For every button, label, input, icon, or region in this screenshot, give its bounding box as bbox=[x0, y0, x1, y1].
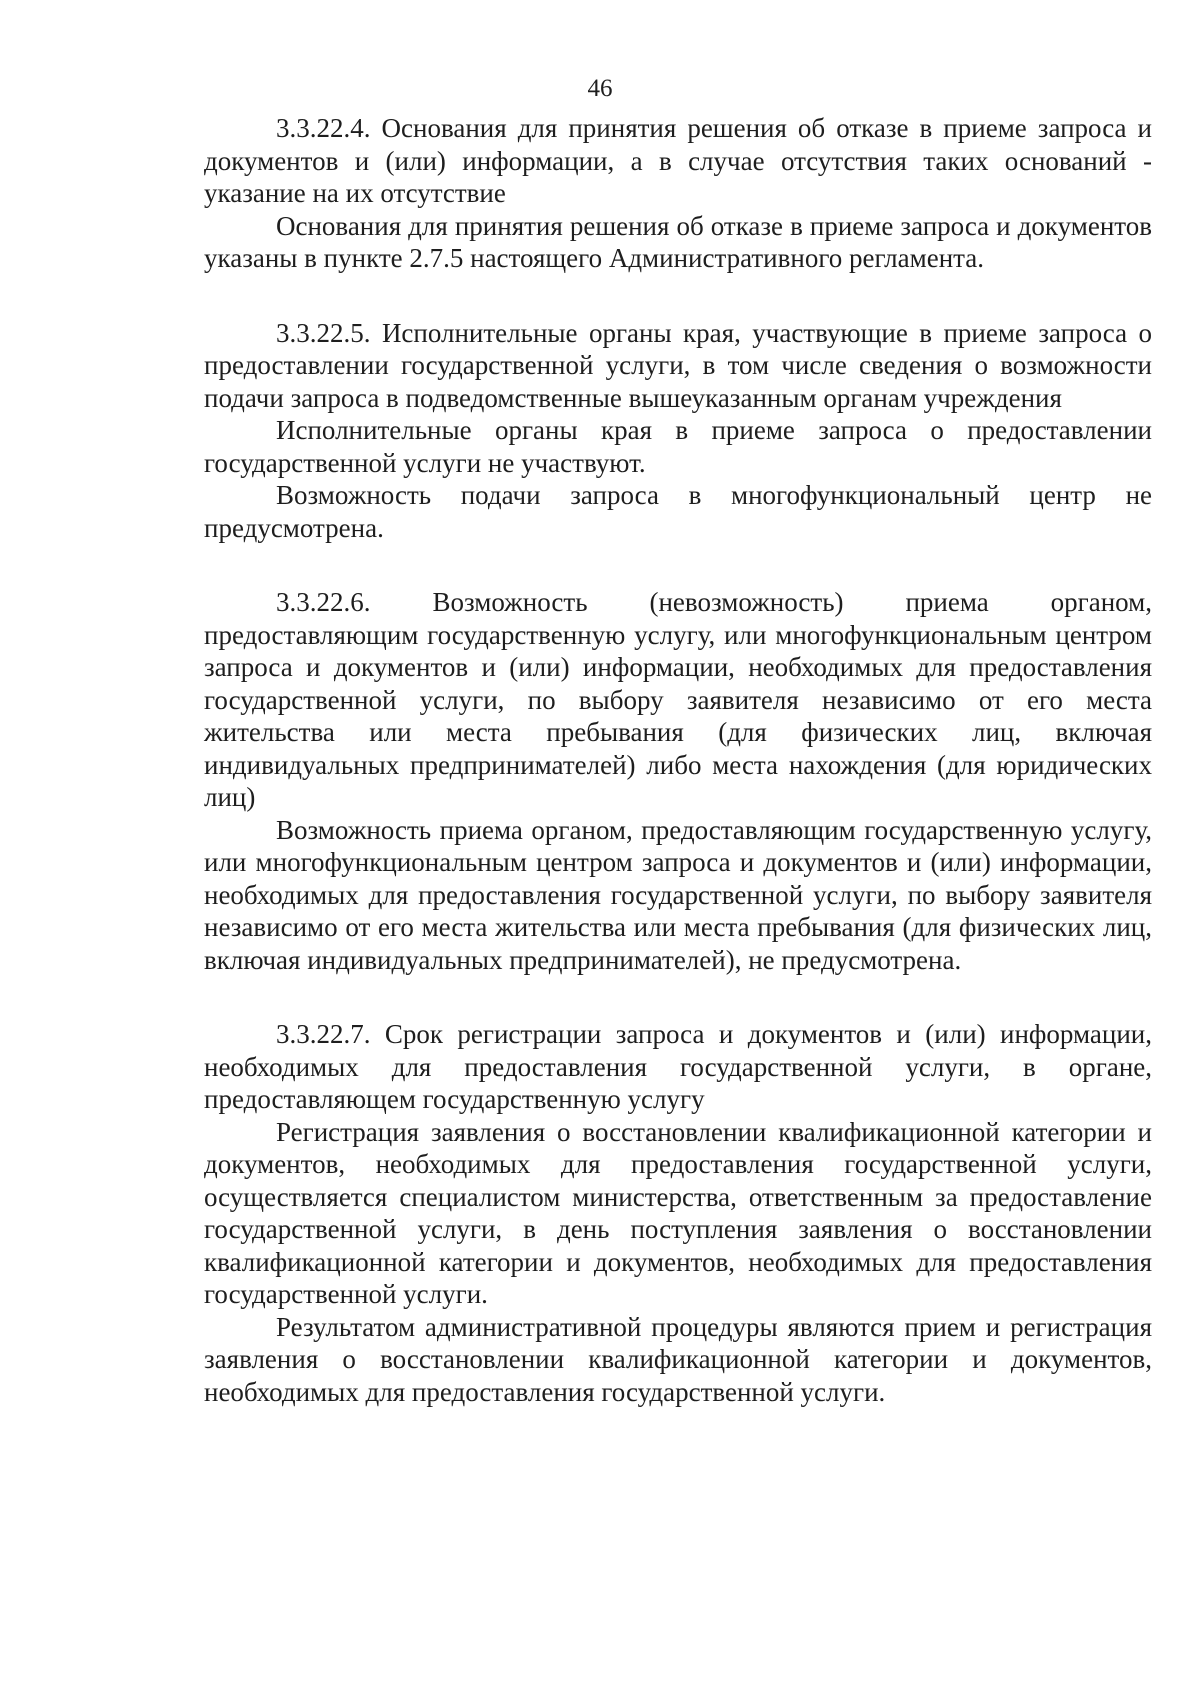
section-paragraph: Возможность подачи запроса в многофункциональный центр не предусмотрена. bbox=[204, 480, 1152, 543]
section-heading: 3.3.22.7. Срок регистрации запроса и документов и (или) информации, необходимых для предоставления государственной услуги, в органе, предоставляющем государственную услугу bbox=[204, 1019, 1152, 1114]
section-spacer bbox=[204, 275, 1152, 317]
section-heading: 3.3.22.4. Основания для принятия решения об отказе в приеме запроса и документов и (или) информации, а в случае отсутствия таких оснований - указание на их отсутствие bbox=[204, 113, 1152, 208]
section-3-3-22-7 bbox=[204, 1018, 1152, 1408]
section-spacer bbox=[204, 976, 1152, 1018]
section-paragraph: Исполнительные органы края в приеме запроса о предоставлении государственной услуги не участвуют. bbox=[204, 415, 1152, 478]
section-3-3-22-4 bbox=[204, 112, 1152, 275]
page-number: 46 bbox=[587, 75, 613, 102]
document-body bbox=[204, 112, 1152, 1408]
section-paragraph: Основания для принятия решения об отказе в приеме запроса и документов указаны в пункте 2.7.5 настоящего Административного регламента. bbox=[204, 210, 1152, 273]
section-paragraph: Возможность приема органом, предоставляющим государственную услугу, или многофункциональным центром запроса и документов и (или) информации, необходимых для предоставления государственной услуги, по выбору заявителя независимо от его места жительства или места пребывания (для физических лиц, включая индивидуальных предпринимателей), не предусмотрена. bbox=[204, 814, 1152, 975]
section-paragraph: Результатом административной процедуры являются прием и регистрация заявления о восстановлении квалификационной категории и документов, необходимых для предоставления государственной услуги. bbox=[204, 1311, 1152, 1407]
section-heading: 3.3.22.5. Исполнительные органы края, участвующие в приеме запроса о предоставлении государственной услуги, в том числе сведения о возможности подачи запроса в подведомственные вышеуказанным органам учреждения bbox=[204, 317, 1152, 413]
section-heading: 3.3.22.6. Возможность (невозможность) приема органом, предоставляющим государственную услугу, или многофункциональным центром запроса и документов и (или) информации, необходимых для предоставления государственной услуги, по выбору заявителя независимо от его места жительства или места пребывания (для физических лиц, включая индивидуальных предпринимателей) либо места нахождения (для юридических лиц) bbox=[204, 587, 1152, 812]
section-paragraph: Регистрация заявления о восстановлении квалификационной категории и документов, необходимых для предоставления государственной услуги, осуществляется специалистом министерства, ответственным за предоставление государственной услуги, в день поступления заявления о восстановлении квалификационной категории и документов, необходимых для предоставления государственной услуги. bbox=[204, 1116, 1152, 1309]
section-3-3-22-5 bbox=[204, 317, 1152, 545]
section-spacer bbox=[204, 544, 1152, 586]
section-3-3-22-6 bbox=[204, 586, 1152, 976]
